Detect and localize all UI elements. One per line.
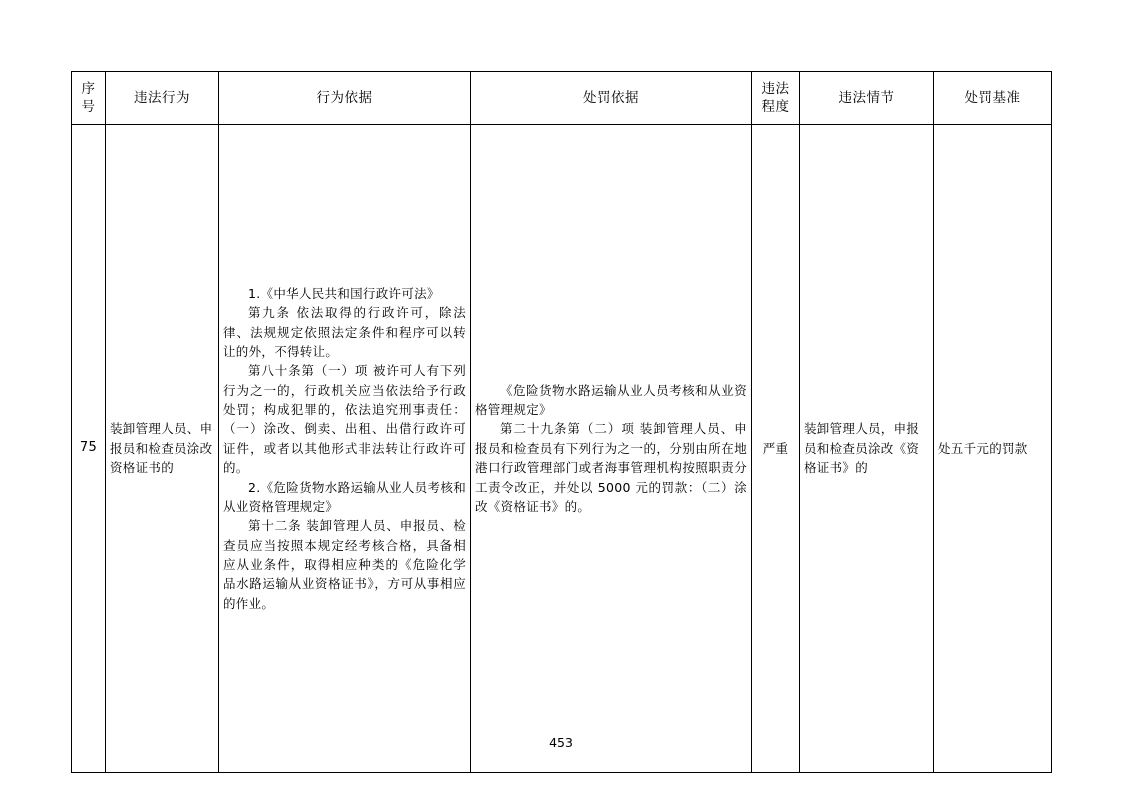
- punish-paragraph-1: 《危险货物水路运输从业人员考核和从业资格管理规定》: [475, 382, 747, 418]
- basis-paragraph-5: 第十二条 装卸管理人员、申报员、检查员应当按照本规定经考核合格，具备相应从业条件，取得相应种类的《危险化学品水路运输从业资格证书》，方可从事相应的作业。: [223, 518, 466, 611]
- header-act-basis: 行为依据: [219, 72, 471, 125]
- cell-illegal-act: 装卸管理人员、申报员和检查员涂改资格证书的: [106, 125, 219, 773]
- header-violation-circumstance: 违法情节: [800, 72, 934, 125]
- header-violation-degree-line2: 程度: [761, 99, 790, 115]
- header-serial-number: [72, 72, 106, 125]
- basis-paragraph-3: 第八十条第（一）项 被许可人有下列行为之一的，行政机关应当依法给予行政处罚；构成犯罪的，依法追究刑事责任：（一）涂改、倒卖、出租、出借行政许可证件，或者以其他形式非法转让行政许可的。: [223, 363, 466, 476]
- table-body: [72, 125, 1052, 773]
- header-serial-number-line1: 序: [81, 80, 96, 97]
- punish-paragraph-2: 第二十九条第（二）项 装卸管理人员、申报员和检查员有下列行为之一的，分别由所在地港口行政管理部门或者海事管理机构按照职责分工责令改正，并处以 5000 元的罚款：（二）涂改《资格证书》的。: [475, 421, 747, 514]
- header-punishment-standard: 处罚基准: [934, 72, 1052, 125]
- page-number: 453: [549, 735, 573, 750]
- cell-punishment-basis: [471, 125, 752, 773]
- header-punishment-basis: 处罚依据: [471, 72, 752, 125]
- basis-paragraph-2: 第九条 依法取得的行政许可，除法律、法规规定依照法定条件和程序可以转让的外，不得转让。: [223, 305, 466, 359]
- header-violation-degree: [752, 72, 800, 125]
- header-violation-degree-line1: 违法: [761, 80, 790, 97]
- table-header-row: [72, 72, 1052, 125]
- header-serial-number-line2: 号: [81, 99, 96, 115]
- cell-punishment-standard: 处五千元的罚款: [934, 125, 1052, 773]
- penalty-standards-table: [71, 71, 1052, 773]
- cell-violation-circumstance: 装卸管理人员，申报员和检查员涂改《资格证书》的: [800, 125, 934, 773]
- basis-paragraph-1: 1.《中华人民共和国行政许可法》: [248, 285, 440, 301]
- cell-act-basis: [219, 125, 471, 773]
- header-illegal-act: 违法行为: [106, 72, 219, 125]
- table-row: [72, 125, 1052, 773]
- cell-violation-degree: 严重: [752, 125, 800, 773]
- basis-paragraph-4: 2.《危险货物水路运输从业人员考核和从业资格管理规定》: [223, 479, 466, 514]
- cell-serial-number: 75: [72, 125, 106, 773]
- table-header: [72, 72, 1052, 125]
